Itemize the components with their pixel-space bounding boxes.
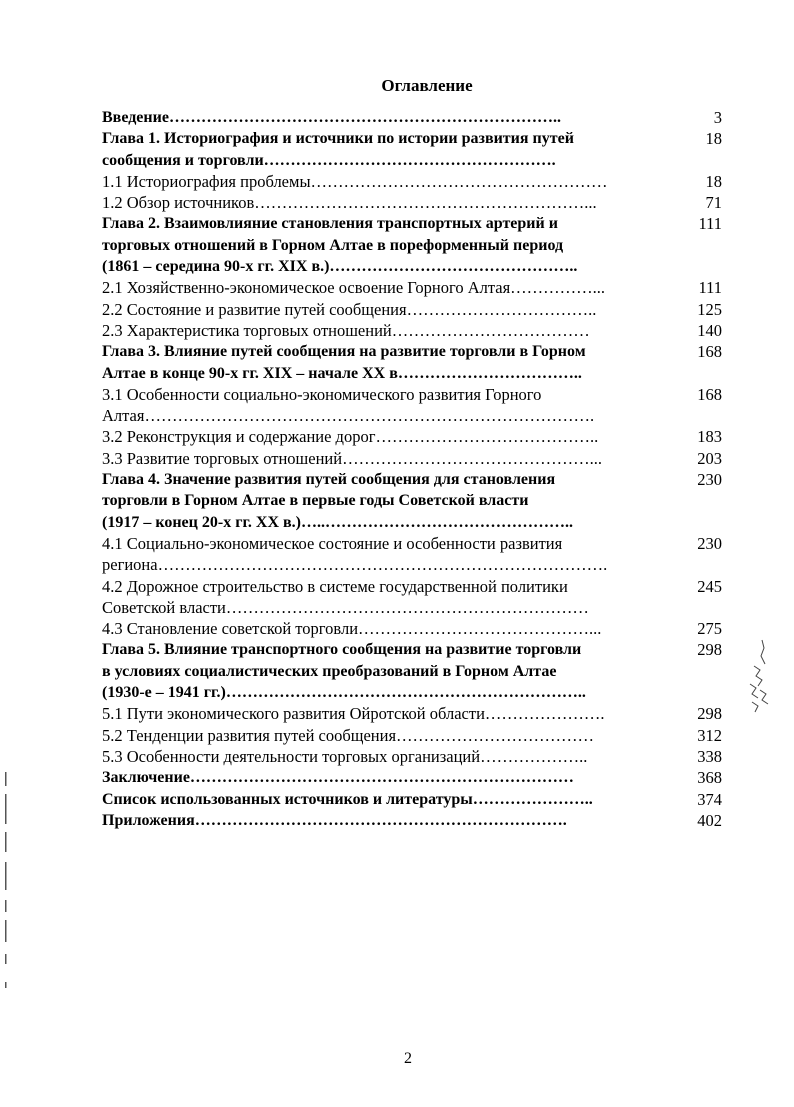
toc-entry [102,277,722,298]
toc-entry-title-line: Введение……………………………………………………………….. [102,109,561,126]
toc-entry-title-line: 2.1 Хозяйственно-экономическое освоение Горного Алтая……………... [102,278,606,298]
toc-entry-title [102,128,674,171]
toc-entry-title [102,213,674,277]
toc-entry-page-number: 168 [697,342,722,362]
toc-entry-page-number: 125 [697,299,722,319]
toc-entry-page-number: 230 [697,470,722,490]
toc-entry [102,426,722,447]
toc-entry-title-line: 1.2 Обзор источников……………………………………………………... [102,193,597,213]
toc-entry-title-line: 3.2 Реконструкция и содержание дорог………………………………….. [102,427,599,447]
toc-entry-title-line: 2.2 Состояние и развитие путей сообщения…………………………….. [102,299,597,319]
scan-artifact-right [746,636,772,716]
toc-entry-title-line: сообщения и торговли………………………………………………. [102,151,556,169]
toc-entry-page-number: 71 [705,193,722,213]
toc-entry-title-line: Приложения……………………………………………………………. [102,811,567,829]
toc-entry-title-line: Список использованных источников и литературы………………….. [102,790,593,808]
toc-entry [102,384,722,427]
toc-entry-title [102,469,674,533]
toc-entry-title-line: (1861 – середина 90-х гг. XIX в.)……………………………………….. [102,258,578,276]
toc-entry-title [102,426,674,447]
toc-entry-title-line: в условиях социалистических преобразований в Горном Алтае [102,662,557,680]
scan-artifact-left [4,770,8,1000]
toc-entry [102,533,722,576]
toc-entry [102,341,722,384]
toc-entry-title [102,767,674,788]
toc-entry-title [102,277,674,298]
toc-entry-title [102,533,674,576]
toc-entry-title-line: 2.3 Характеристика торговых отношений……………………………… [102,320,590,340]
toc-entry-title [102,639,674,703]
toc-entry-title [102,703,674,724]
toc-entry [102,789,722,810]
toc-entry-title-line: 5.1 Пути экономического развития Ойротской области…………………. [102,704,605,724]
toc-entry-title-line: Алтая………………………………………………………………………. [102,406,595,426]
toc-entry-page-number: 168 [697,384,722,404]
toc-entry-title [102,746,674,767]
toc-entry-page-number: 111 [698,214,722,234]
toc-entry-title [102,384,674,427]
toc-entry [102,767,722,788]
toc-entry-title-line: 4.2 Дорожное строительство в системе государственной политики [102,576,568,596]
toc-entry [102,618,722,639]
toc-entry [102,213,722,277]
toc-entry [102,639,722,703]
toc-entry-title [102,810,674,831]
toc-entry-page-number: 338 [697,746,722,766]
toc-entry [102,810,722,831]
toc-entry-title-line: (1917 – конец 20-х гг. XX в.)…..……………………………………….. [102,513,574,531]
toc-entry-title-line: (1930-е – 1941 гг.)………………………………………………………….. [102,684,586,702]
toc-entry-title-line: 1.1 Историография проблемы……………………………………………… [102,171,608,191]
toc-entry-title-line: 4.1 Социально-экономическое состояние и особенности развития [102,533,563,553]
toc-entry [102,703,722,724]
toc-entry-page-number: 402 [697,810,722,830]
toc-entry-title-line: торговли в Горном Алтае в первые годы Советской власти [102,492,529,510]
toc-entry-title [102,192,674,213]
toc-entry-title [102,576,674,619]
toc-entry-title-line: Глава 5. Влияние транспортного сообщения на развитие торговли [102,641,582,659]
toc-entry-page-number: 203 [697,448,722,468]
toc-entry-page-number: 368 [697,768,722,788]
toc-title: Оглавление [381,76,473,95]
toc-entry-page-number: 111 [698,278,722,298]
toc-entry [102,192,722,213]
toc-entry [102,448,722,469]
toc-entry-page-number: 230 [697,533,722,553]
table-of-contents [102,107,722,831]
toc-entry [102,128,722,171]
page-number: 2 [404,1050,412,1067]
toc-entry-title [102,789,674,810]
toc-entry-title-line: Заключение……………………………………………………………… [102,769,574,787]
toc-entry-title [102,725,674,746]
toc-entry-title-line: Глава 2. Взаимовлияние становления транспортных артерий и [102,215,558,233]
toc-entry [102,320,722,341]
toc-entry [102,469,722,533]
toc-entry-title [102,299,674,320]
toc-entry-title-line: Глава 1. Историография и источники по истории развития путей [102,130,574,148]
toc-entry-title-line: 3.3 Развитие торговых отношений………………………………………... [102,448,602,468]
toc-entry [102,299,722,320]
toc-entry-title-line: региона………………………………………………………………………. [102,555,608,575]
toc-entry [102,725,722,746]
toc-entry-title [102,618,674,639]
toc-entry-title-line: 3.1 Особенности социально-экономического развития Горного [102,384,542,404]
toc-entry-title [102,107,674,128]
toc-entry-title-line: торговых отношений в Горном Алтае в пореформенный период [102,236,564,254]
toc-entry-title-line: Глава 3. Влияние путей сообщения на развитие торговли в Горном [102,343,586,361]
toc-entry-title [102,171,674,192]
toc-entry [102,746,722,767]
toc-entry-title [102,320,674,341]
toc-entry-title-line: 5.2 Тенденции развития путей сообщения……………………………… [102,725,595,745]
toc-entry-title-line: Глава 4. Значение развития путей сообщения для становления [102,471,556,489]
toc-entry-title [102,341,674,384]
toc-entry-page-number: 18 [705,171,722,191]
toc-entry-page-number: 183 [697,427,722,447]
toc-entry-title-line: 5.3 Особенности деятельности торговых организаций……………….. [102,746,588,766]
toc-entry-page-number: 298 [697,640,722,660]
toc-entry-title-line: Советской власти………………………………………………………… [102,597,589,617]
toc-entry [102,107,722,128]
toc-entry-page-number: 275 [697,619,722,639]
toc-entry-title [102,448,674,469]
toc-entry-page-number: 245 [697,576,722,596]
toc-entry-page-number: 3 [713,108,722,127]
toc-entry-page-number: 312 [697,725,722,745]
toc-entry-page-number: 374 [697,789,722,809]
toc-entry [102,171,722,192]
toc-entry-title-line: Алтае в конце 90-х гг. XIX – начале XX в…………………………….. [102,364,582,382]
toc-entry [102,576,722,619]
toc-entry-page-number: 18 [705,129,722,149]
toc-entry-title-line: 4.3 Становление советской торговли……………………………………... [102,619,602,639]
toc-entry-page-number: 298 [697,704,722,724]
toc-entry-page-number: 140 [697,320,722,340]
